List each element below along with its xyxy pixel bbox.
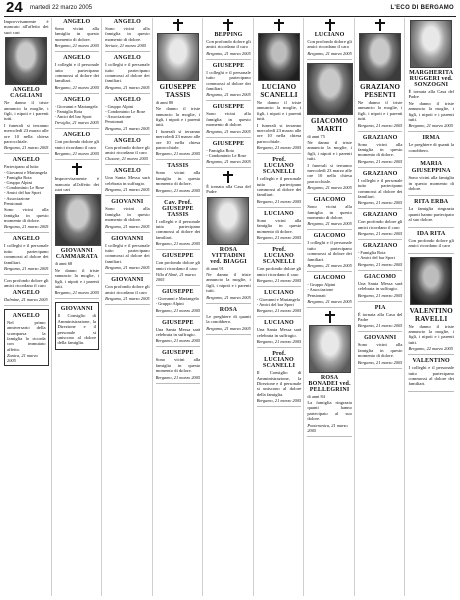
participation-notice: [358, 212, 403, 240]
deceased-name: ANGELO: [113, 19, 141, 25]
notice-text: Partecipano al lutto:: [4, 164, 40, 170]
notice-place-date: Bergamo, 21 marzo 2005: [256, 235, 302, 241]
deceased-name: ANGELO: [113, 96, 141, 103]
deceased-name: ANGELO: [12, 157, 40, 164]
notice-place-date: Bergamo, 21 marzo 2005: [256, 308, 302, 314]
notice-text: Sono vicini alla famiglia in questo momento di dolore.: [256, 217, 302, 234]
notice-place-date: Bergamo, 21 marzo 2005: [357, 359, 403, 365]
deceased-name: ANGELO CAGLIANI: [10, 87, 43, 100]
deceased-name: GIOVANNI: [364, 335, 397, 342]
deceased-name: IDA RITA: [417, 230, 446, 237]
notice-place-date: Bergamo, 21 marzo 2005: [357, 292, 403, 298]
cross-icon: [173, 19, 183, 31]
participation-notice: [408, 161, 454, 196]
deceased-name: ANGELO: [63, 132, 91, 139]
notice-text: Sono vicini alla famiglia in questo momento di dolore.: [54, 26, 100, 42]
notice-place-date: Bergamo, 22 marzo 2005: [408, 346, 453, 352]
notice-text: I colleghi e il personale tutto partecipano commossi al dolore dei familiari.: [4, 243, 49, 265]
column-5: [206, 18, 254, 596]
notice-text: Sono vicini alla famiglia in questo momento di dolore.: [105, 206, 150, 223]
notice-text: È tornata alla Casa del Padre: [408, 89, 454, 100]
notice-text: I funerali si terranno mercoledì 23 marzo alle ore 10 nella chiesa parrocchiale.: [155, 128, 201, 151]
deceased-photo: [307, 63, 353, 115]
deceased-age: di anni 75: [307, 133, 325, 139]
notice-text: Con profondo dolore gli amici ricordano il caro: [105, 144, 150, 156]
deceased-name: GIACOMO: [364, 273, 397, 280]
notice-text: Sono vicini alla famiglia in questo momento di dolore.: [155, 357, 201, 374]
participation-notice: [105, 168, 150, 196]
notice-text: Le preghiere di quanti la conobbero.: [408, 142, 454, 153]
participation-notice: [358, 274, 403, 302]
deceased-photo: [5, 37, 47, 85]
deceased-name: Prof. LUCIANO SCANELLI: [262, 157, 296, 176]
deceased-name: Cav. Prof. GIUSEPPE TASSIS: [162, 199, 194, 218]
notice-place-date: Bergamo, 21 marzo 2005: [307, 263, 352, 269]
notice-text: Il Consiglio di Amministrazione, la Direzione e il personale si uniscono al dolore della famiglia.: [256, 370, 302, 397]
notice-text: Sono vicini alla famiglia in questo momento di dolore.: [357, 141, 403, 158]
column-7: [307, 18, 355, 596]
participation-notice: [4, 236, 49, 275]
notice-text: Con profondo dolore gli amici ricordano il caro: [155, 260, 201, 271]
participant: - Gruppo Alpini: [307, 282, 336, 288]
notices-grid: [4, 18, 456, 596]
participant: - Associazione Pensionati: [105, 114, 131, 125]
deceased-name: ANGELO: [113, 137, 141, 144]
participation-notice: [206, 63, 251, 102]
deceased-name: RITA ERBA: [414, 199, 449, 206]
notice-text: Sono vicini alla famiglia in questo momento di dolore.: [206, 111, 251, 128]
deceased-name: ANGELO: [113, 55, 141, 62]
notice-place-date: Bergamo, 21 marzo 2005: [4, 265, 49, 271]
notice-text: La famiglia ringrazia quanti hanno partecipato al suo dolore.: [408, 206, 454, 223]
notice-text: Ne danno il triste annuncio la moglie, i figli, i nipoti e i parenti tutti.: [4, 100, 49, 122]
notice-text: I colleghi e il personale tutto partecipano commossi al dolore dei familiari.: [105, 242, 150, 264]
notice-text: Una Santa Messa sarà celebrata in suffragio.: [155, 326, 201, 337]
participation-notice: [105, 199, 150, 232]
obituary-notice: [156, 19, 201, 160]
participation-notice: [408, 199, 454, 227]
notice-text: Sono vicini alla famiglia in questo momento di dolore.: [105, 26, 150, 42]
notice-place-date: Bergamo, 21 marzo 2005: [357, 158, 403, 164]
participation-notice: [358, 135, 403, 168]
notice-place-date: Bergamo, 21 marzo 2005: [105, 295, 150, 301]
notice-place-date: Bergamo, 21 marzo 2005: [155, 241, 201, 247]
notice-text: Con profondo dolore gli amici ricordano il caro: [307, 39, 352, 50]
notice-place-date: Bergamo, 21 marzo 2005: [105, 84, 150, 90]
notice-text: Nel primo anniversario della scomparsa la famiglia lo ricorda con immutato affetto.: [7, 319, 46, 352]
notice-text: Una Santa Messa sarà celebrata in suffragio.: [357, 280, 403, 292]
participation-notice: [156, 320, 201, 348]
notice-text: La famiglia ringrazia quanti hanno partecipato al suo dolore.: [307, 399, 352, 422]
participation-notice: [358, 335, 403, 368]
deceased-name: Prof. LUCIANO SCANELLI: [262, 351, 296, 370]
notice-text: Ne danno il triste annuncio la moglie, i figli, i nipoti e i parenti tutti.: [256, 100, 302, 122]
deceased-name: Prof. LUCIANO SCANELLI: [262, 247, 296, 266]
deceased-name: IRMA: [422, 135, 440, 142]
notice-place-date: Bergamo, 21 marzo 2005: [105, 223, 150, 229]
participation-notice: [307, 19, 352, 60]
deceased-name: GRAZIANO: [362, 243, 398, 250]
participant: - Condominio Le Rose: [4, 185, 45, 191]
participation-notice: [358, 305, 403, 333]
obituary-notice: [206, 171, 251, 304]
participation-notice: [105, 277, 150, 305]
notice-text: I colleghi e il personale tutto partecipano commossi al dolore dei familiari.: [105, 62, 150, 84]
notice-text: Sono vicini alla famiglia in questo momento di dolore.: [307, 204, 352, 221]
participation-notice: [408, 135, 454, 158]
notice-place-date: Bergamo, 21 marzo 2005: [206, 294, 251, 300]
participation-notice: [55, 97, 100, 130]
deceased-photo: [55, 194, 101, 246]
issue-date: martedì 22 marzo 2005: [30, 5, 93, 11]
notice-place-date: Villa d'Almè, 21 marzo 2005: [155, 272, 196, 283]
deceased-name: ANGELO: [113, 168, 141, 175]
deceased-name: GRAZIANO: [362, 134, 398, 141]
obituary-notice: [408, 257, 454, 356]
participant: - Amici del bar Sport: [256, 302, 294, 308]
notice-text: Una Santa Messa sarà celebrata in suffragio.: [256, 327, 302, 338]
obituary-notice: [55, 163, 100, 299]
participation-notice: [257, 351, 302, 407]
notice-place-date: Bergamo, 21 marzo 2005: [256, 145, 302, 151]
deceased-name: ANGELO: [12, 289, 40, 296]
participant: - Gruppo Alpini: [105, 103, 134, 109]
deceased-name: GIOVANNI CAMMARATA: [55, 248, 98, 261]
deceased-age: di anni 91: [206, 265, 224, 271]
participant: - Condominio Le Rose: [206, 152, 247, 158]
participant: - Gruppo Alpini: [155, 301, 184, 307]
deceased-name: GIOVANNI: [111, 199, 144, 206]
obituary-notice: [307, 311, 352, 437]
notice-place-date: Dalmine, 21 marzo 2005: [4, 296, 48, 302]
notice-place-date: Bergamo, 21 marzo 2005: [256, 198, 302, 204]
notice-text: I colleghi e il personale tutto partecipano commossi al dolore dei familiari.: [256, 176, 302, 198]
deceased-photo: [410, 257, 452, 305]
deceased-photo: [157, 33, 199, 81]
notice-place-date: Zanica, 21 marzo 2005: [7, 353, 38, 364]
notice-text: I funerali si terranno mercoledì 23 marzo alle ore 10 nella chiesa parrocchiale.: [307, 162, 352, 184]
notice-text: È tornata alla Casa del Padre: [357, 311, 403, 322]
deceased-name: VALENTINO RAVELLI: [409, 306, 453, 323]
participation-notice: [358, 171, 403, 210]
participation-notice: [257, 290, 302, 317]
deceased-name: LUCIANO SCANELLI: [260, 83, 298, 99]
notice-place-date: Bergamo, 21 marzo 2005: [307, 185, 352, 191]
participation-notice: [307, 197, 352, 230]
newspaper-name: L'ECO DI BERGAMO: [390, 5, 454, 11]
notice-place-date: Bergamo, 21 marzo 2005: [105, 125, 150, 131]
notice-place-date: Bergamo, 21 marzo 2005: [4, 224, 49, 230]
notice-place-date: Bergamo, 21 marzo 2005: [155, 151, 201, 157]
column-8: [358, 18, 406, 596]
deceased-name: ANGELO: [12, 312, 40, 319]
participation-notice: [55, 19, 100, 52]
notice-place-date: Bergamo, 21 marzo 2005: [206, 325, 251, 331]
notice-text: I colleghi e il personale tutto partecipano commossi al dolore dei familiari.: [357, 177, 403, 200]
notice-place-date: Bergamo, 21 marzo 2005: [54, 43, 100, 49]
column-3: [105, 18, 153, 596]
deceased-name: ANGELO: [63, 55, 91, 62]
notice-place-date: Bergamo, 21 marzo 2005: [357, 323, 403, 329]
deceased-name: GIUSEPPE: [212, 140, 245, 147]
notice-text: Con profondo dolore gli amici ricordano il caro: [256, 266, 302, 277]
cross-icon: [375, 19, 385, 31]
deceased-name: GIUSEPPE: [162, 350, 194, 357]
participation-notice: [206, 19, 251, 60]
participation-notice: [307, 233, 352, 272]
participation-notice: [105, 19, 150, 52]
participation-notice: [156, 289, 201, 316]
participation-notice: [55, 55, 100, 94]
participation-notice: [105, 138, 150, 166]
deceased-name: GIUSEPPE: [162, 319, 194, 326]
participation-notice: [4, 157, 49, 233]
cross-icon: [223, 19, 233, 31]
participation-notice: [408, 231, 454, 254]
column-2: [55, 18, 103, 596]
notice-place-date: Bergamo, 21 marzo 2005: [105, 187, 150, 193]
notice-place-date: Bergamo, 21 marzo 2005: [206, 92, 251, 98]
deceased-name: ROSA VITTADINI ved. BIAGGI: [210, 246, 247, 265]
notice-text: Improvvisamente è mancato all'affetto dei suoi cari: [54, 176, 100, 193]
participant: - Associazione Pensionati: [307, 287, 334, 298]
cross-icon: [223, 171, 233, 183]
deceased-name: MARGHERITA RUGGERI ved. SONZOGNI: [409, 70, 454, 88]
deceased-name: GIUSEPPE TASSIS: [159, 83, 197, 99]
notice-text: Ne danno il triste annuncio la moglie, i figli, i nipoti e i parenti tutti.: [408, 323, 454, 345]
notice-text: Ne danno il triste annuncio la moglie, i figli, i nipoti e i parenti tutti.: [408, 100, 454, 123]
participation-notice: [206, 104, 251, 137]
deceased-photo: [309, 325, 351, 373]
notice-text: Con profondo dolore gli amici ricordano il caro: [4, 277, 49, 289]
deceased-name: LUCIANO: [314, 32, 345, 38]
deceased-name: ANGELO: [63, 96, 91, 103]
notice-place-date: Bergamo, 21 marzo 2005: [54, 290, 100, 296]
deceased-name: GIUSEPPINA: [411, 168, 451, 175]
participation-notice: [206, 307, 251, 335]
column-6: [257, 18, 305, 596]
notice-place-date: Bergamo, 21 marzo 2005: [357, 231, 403, 237]
participant: - Giovanni e Mariangela: [155, 296, 199, 302]
deceased-name: GIUSEPPE: [162, 289, 194, 296]
deceased-photo: [410, 20, 452, 68]
notice-text: È tornata alla Casa del Padre: [206, 184, 251, 195]
deceased-name: MARIA: [420, 161, 443, 168]
deceased-name: ROSA: [219, 306, 238, 313]
notice-text: Con profondo dolore gli amici ricordano il caro: [54, 139, 100, 150]
notice-place-date: Treviglio, 21 marzo 2005: [54, 120, 99, 126]
notice-place-date: Bergamo, 21 marzo 2005: [307, 298, 352, 304]
participation-notice: [408, 358, 454, 392]
notice-text: Sono vicini alla famiglia in questo momento di dolore.: [4, 207, 49, 223]
deceased-name: ANGELO: [63, 19, 91, 25]
participant: - Famiglia Rota: [54, 109, 83, 115]
notice-place-date: Bergamo, 21 marzo 2005: [4, 145, 49, 151]
deceased-name: GIUSEPPE: [212, 104, 245, 111]
notice-place-date: Bergamo, 21 marzo 2005: [357, 261, 403, 267]
participation-notice: [156, 163, 201, 196]
notice-text: Sono vicini alla famiglia in questo momento di dolore.: [155, 170, 201, 187]
deceased-name: GIACOMO: [313, 197, 346, 204]
anniversary-notice: [4, 309, 49, 366]
notice-place-date: Bergamo, 21 marzo 2005: [408, 123, 453, 129]
notice-text: Ne danno il triste annuncio la moglie, i figli, i nipoti e i parenti tutti.: [307, 140, 352, 162]
deceased-name: GIUSEPPE: [162, 253, 194, 260]
notice-text: Con profondo dolore gli amici ricordano il caro: [408, 237, 454, 249]
notice-place-date: Bergamo, 21 marzo 2005: [307, 221, 352, 227]
notice-place-date: Bergamo, 21 marzo 2005: [206, 128, 251, 134]
participant: - Amici del bar Sport: [357, 255, 395, 261]
deceased-name: GIACOMO: [313, 275, 346, 282]
notice-place-date: Bergamo, 21 marzo 2005: [256, 339, 302, 345]
participation-notice: [156, 200, 201, 251]
deceased-photo: [258, 33, 300, 81]
notice-text: I colleghi e il personale tutto partecipano commossi al dolore dei familiari.: [206, 69, 251, 92]
participation-notice: [257, 157, 302, 208]
deceased-name: GIOVANNI: [111, 277, 144, 284]
deceased-name: VALENTINO: [412, 358, 450, 365]
deceased-name: GIUSEPPE: [212, 62, 245, 69]
participant: - Amici del bar Sport: [54, 114, 92, 120]
page-header: [4, 0, 456, 17]
participation-notice: [156, 350, 201, 383]
participation-notice: [206, 141, 251, 168]
column-9: [408, 18, 456, 596]
notice-text: I colleghi e il personale tutto partecipano commossi al dolore dei familiari.: [408, 365, 454, 387]
participation-notice: [55, 132, 100, 160]
notice-place-date: Bergamo, 21 marzo 2005: [155, 338, 201, 344]
obituary-notice: [257, 19, 302, 154]
notice-place-date: Ponteranica, 21 marzo 2005: [307, 422, 348, 433]
deceased-photo: [359, 33, 401, 81]
notice-place-date: Bergamo, 21 marzo 2005: [155, 187, 201, 193]
notice-text: Con profondo dolore gli amici ricordano il caro: [105, 284, 150, 295]
notice-text: I funerali si terranno mercoledì 23 marzo alle ore 10 nella chiesa parrocchiale.: [4, 122, 49, 145]
notice-place-date: Bergamo, 21 marzo 2005: [54, 151, 100, 157]
notice-text: Ne danno il triste annuncio la moglie, i figli, i nipoti e i parenti tutti.: [206, 272, 251, 294]
participant: - Giovanni e Mariangela: [4, 169, 48, 175]
notice-place-date: Bergamo, 21 marzo 2005: [54, 84, 100, 90]
obituary-notice: [358, 19, 403, 132]
notice-text: I colleghi e il personale tutto partecipano commossi al dolore dei familiari.: [54, 62, 100, 84]
participant: - Giovanni e Mariangela: [256, 296, 300, 302]
notice-place-date: Seriate, 21 marzo 2005: [105, 43, 147, 49]
notice-place-date: Bergamo, 21 marzo 2005: [155, 374, 201, 380]
deceased-age: di anni 84: [307, 393, 325, 399]
deceased-name: PIA: [374, 304, 386, 311]
cross-icon: [325, 311, 335, 323]
participation-notice: [105, 55, 150, 94]
participation-notice: [55, 302, 100, 349]
page-number: 24: [6, 0, 23, 16]
notice-text: Sono vicini alla famiglia in questo momento di dolore.: [357, 342, 403, 359]
participation-notice: [307, 275, 352, 308]
participation-notice: [257, 211, 302, 244]
notice-text: Ne danno il triste annuncio la moglie, i figli, i nipoti e i parenti tutti.: [54, 267, 100, 289]
deceased-name: GIACOMO MARTI: [311, 116, 349, 133]
notice-text: Ne danno il triste annuncio la moglie, i figli, i nipoti e i parenti tutti.: [155, 106, 201, 128]
participant: - Giovanni e Mariangela: [54, 103, 98, 109]
deceased-name: GIOVANNI: [60, 306, 93, 313]
deceased-photo: [207, 197, 249, 245]
participant: - Condominio Le Rose: [105, 109, 146, 115]
participation-notice: [156, 253, 201, 286]
deceased-name: LUCIANO: [264, 320, 294, 327]
deceased-name: GIACOMO: [313, 233, 346, 240]
deceased-name: ROSA BONADEI ved. PELLEGRINI: [308, 374, 351, 393]
notice-text: I funerali si terranno mercoledì 23 marzo alle ore 10 nella chiesa parrocchiale.: [256, 122, 302, 144]
cross-icon: [325, 19, 335, 31]
notice-text: Una Santa Messa sarà celebrata in suffragio.: [105, 175, 150, 186]
notice-text: Le preghiere di quanti la conobbero.: [206, 313, 251, 325]
deceased-name: GRAZIANO: [362, 170, 398, 177]
participation-notice: [105, 236, 150, 275]
deceased-name: GIOVANNI: [111, 235, 144, 242]
deceased-name: TASSIS: [167, 163, 189, 170]
obituary-notice: [4, 19, 49, 154]
notice-text: Sono vicini alla famiglia in questo momento di dolore.: [408, 175, 454, 192]
cross-icon: [274, 19, 284, 31]
participant: - Amici del bar Sport: [4, 190, 42, 196]
notice-place-date: Bergamo, 21 marzo 2005: [155, 307, 201, 313]
deceased-name: BEPPING: [214, 32, 243, 38]
deceased-name: ANGELO: [12, 236, 40, 243]
notice-text: I colleghi e il personale tutto partecipano commossi al dolore dei familiari.: [307, 240, 352, 262]
notice-place-date: Bergamo, 21 marzo 2005: [256, 277, 302, 283]
obituary-notice: [408, 20, 454, 132]
participation-notice: [257, 247, 302, 287]
participation-notice: [257, 320, 302, 348]
notice-place-date: Bergamo, 21 marzo 2005: [256, 398, 302, 404]
participant: - Famiglia Rota: [206, 147, 234, 153]
notice-text: Con profondo dolore gli amici ricordano il caro: [206, 39, 251, 50]
notice-text: Ne danno il triste annuncio la moglie, i figli, i nipoti e i parenti tutti.: [357, 100, 403, 122]
participant: - Associazione Pensionati: [4, 195, 30, 206]
cross-icon: [72, 163, 82, 175]
participant: - Gruppo Alpini: [4, 180, 33, 186]
notice-place-date: Clusone, 21 marzo 2005: [105, 156, 149, 162]
participation-notice: [105, 97, 150, 135]
deceased-age: di anni 80: [155, 100, 174, 105]
participant: - Famiglia Rota: [357, 250, 386, 256]
deceased-name: GRAZIANO: [362, 212, 398, 219]
notice-text: Con profondo dolore gli amici ricordano il caro: [357, 219, 403, 230]
notice-place-date: Bergamo, 21 marzo 2005: [206, 159, 251, 165]
participant: - Famiglia Rota: [4, 174, 32, 180]
notice-place-date: Bergamo, 21 marzo 2005: [357, 200, 403, 206]
participation-notice: [358, 243, 403, 270]
notice-place-date: Bergamo, 21 marzo 2005: [206, 50, 251, 56]
notice-place-date: Bergamo, 21 marzo 2005: [105, 265, 150, 271]
deceased-name: LUCIANO: [264, 289, 294, 296]
notice-place-date: Bergamo, 21 marzo 2005: [307, 50, 352, 56]
notice-place-date: Bergamo, 21 marzo 2005: [357, 122, 403, 128]
column-1: [4, 18, 52, 596]
deceased-name: LUCIANO: [264, 210, 294, 217]
deceased-age: di anni 68: [54, 261, 73, 267]
notice-text: Il Consiglio di Amministrazione, la Direzione e il personale si uniscono al dolore della famiglia.: [57, 313, 97, 346]
column-4: [156, 18, 204, 596]
participation-notice: [4, 278, 49, 306]
notice-text: I colleghi e il personale tutto partecipano commossi al dolore dei familiari.: [155, 218, 201, 240]
obituary-notice: [307, 63, 352, 194]
deceased-name: GRAZIANO PESENTI: [360, 83, 401, 99]
notice-text: Improvvisamente è mancato all'affetto dei suoi cari: [4, 19, 49, 35]
